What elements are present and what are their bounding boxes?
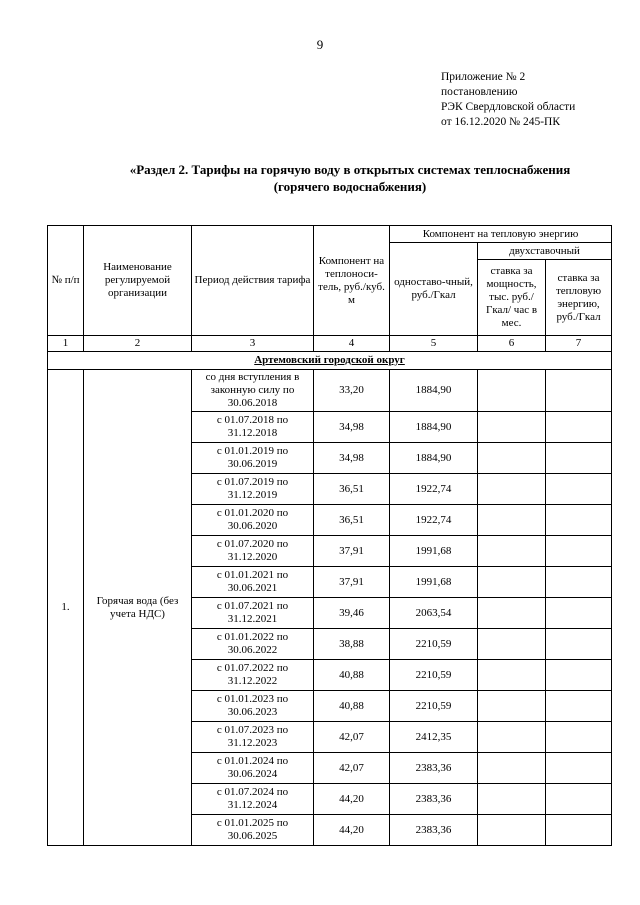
single-rate-value: 1991,68: [390, 536, 478, 567]
column-number: 3: [192, 336, 314, 352]
period-line: с 01.01.2025 по: [216, 817, 289, 829]
single-rate-value: 2383,36: [390, 815, 478, 846]
energy-rate-cell: [546, 412, 612, 443]
energy-rate-cell: [546, 598, 612, 629]
capacity-rate-cell: [478, 753, 546, 784]
capacity-rate-cell: [478, 691, 546, 722]
header-energy: Компонент на тепловую энергию: [390, 226, 612, 243]
single-rate-value: 2063,54: [390, 598, 478, 629]
period-cell: [192, 691, 314, 722]
header-carrier: Компонент на теплоноси-тель, руб./куб. м: [314, 226, 390, 336]
period-line: со дня вступления в: [205, 371, 300, 383]
carrier-value: 34,98: [314, 443, 390, 474]
header-energy-rate: ставка за тепловую энергию, руб./Гкал: [546, 260, 612, 336]
carrier-value: 40,88: [314, 660, 390, 691]
energy-rate-cell: [546, 753, 612, 784]
period-cell: [192, 722, 314, 753]
tariff-table: [47, 225, 612, 846]
period-cell: [192, 567, 314, 598]
header-single: одноставо-чный, руб./Гкал: [390, 243, 478, 336]
header-num: № п/п: [48, 226, 84, 336]
period-cell: [192, 536, 314, 567]
capacity-rate-cell: [478, 629, 546, 660]
carrier-value: 34,98: [314, 412, 390, 443]
period-line: с 01.07.2023 по: [216, 724, 289, 736]
energy-rate-cell: [546, 505, 612, 536]
period-cell: [192, 660, 314, 691]
period-cell: [192, 784, 314, 815]
energy-rate-cell: [546, 629, 612, 660]
capacity-rate-cell: [478, 567, 546, 598]
energy-rate-cell: [546, 815, 612, 846]
column-number: 2: [84, 336, 192, 352]
period-line: 31.12.2019: [227, 489, 278, 501]
single-rate-value: 1884,90: [390, 412, 478, 443]
energy-rate-cell: [546, 784, 612, 815]
period-cell: [192, 443, 314, 474]
period-line: 30.06.2022: [227, 644, 278, 656]
period-line: 30.06.2025: [227, 830, 278, 842]
appendix-line: РЭК Свердловской области: [441, 101, 576, 113]
period-cell: [192, 412, 314, 443]
carrier-value: 42,07: [314, 722, 390, 753]
carrier-value: 40,88: [314, 691, 390, 722]
period-cell: [192, 753, 314, 784]
period-line: с 01.01.2024 по: [216, 755, 289, 767]
single-rate-value: 1922,74: [390, 474, 478, 505]
single-rate-value: 2210,59: [390, 691, 478, 722]
energy-rate-cell: [546, 691, 612, 722]
single-rate-value: 2383,36: [390, 784, 478, 815]
carrier-value: 37,91: [314, 567, 390, 598]
period-line: 31.12.2018: [227, 427, 278, 439]
capacity-rate-cell: [478, 660, 546, 691]
energy-rate-cell: [546, 443, 612, 474]
header-double: двухставочный: [478, 243, 612, 260]
single-rate-value: 2383,36: [390, 753, 478, 784]
period-line: 30.06.2020: [227, 520, 278, 532]
period-line: с 01.07.2024 по: [216, 786, 289, 798]
table-row: [48, 370, 612, 412]
carrier-value: 37,91: [314, 536, 390, 567]
period-line: 30.06.2019: [227, 458, 278, 470]
period-line: с 01.07.2019 по: [216, 476, 289, 488]
carrier-value: 38,88: [314, 629, 390, 660]
header-period: Период действия тарифа: [192, 226, 314, 336]
carrier-value: 44,20: [314, 815, 390, 846]
period-line: с 01.01.2023 по: [216, 693, 289, 705]
energy-rate-cell: [546, 474, 612, 505]
period-line: с 01.01.2019 по: [216, 445, 289, 457]
carrier-value: 33,20: [314, 370, 390, 412]
column-number: 6: [478, 336, 546, 352]
single-rate-value: 2210,59: [390, 629, 478, 660]
column-number: 4: [314, 336, 390, 352]
capacity-rate-cell: [478, 815, 546, 846]
item-number: 1.: [48, 370, 84, 846]
period-line: с 01.07.2018 по: [216, 414, 289, 426]
capacity-rate-cell: [478, 505, 546, 536]
single-rate-value: 1884,90: [390, 370, 478, 412]
single-rate-value: 1991,68: [390, 567, 478, 598]
group-name: Артемовский городской округ: [48, 352, 612, 370]
capacity-rate-cell: [478, 443, 546, 474]
capacity-rate-cell: [478, 474, 546, 505]
period-line: с 01.01.2022 по: [216, 631, 289, 643]
column-number: 5: [390, 336, 478, 352]
column-number: 7: [546, 336, 612, 352]
single-rate-value: 1884,90: [390, 443, 478, 474]
single-rate-value: 2412,35: [390, 722, 478, 753]
capacity-rate-cell: [478, 412, 546, 443]
column-number: 1: [48, 336, 84, 352]
column-numbers-row: [48, 336, 612, 352]
group-row: [48, 352, 612, 370]
appendix-line: Приложение № 2: [441, 71, 526, 83]
period-line: 31.12.2024: [227, 799, 278, 811]
header-capacity: ставка за мощность, тыс. руб./Гкал/ час в мес.: [478, 260, 546, 336]
capacity-rate-cell: [478, 370, 546, 412]
energy-rate-cell: [546, 722, 612, 753]
period-line: 31.12.2022: [227, 675, 278, 687]
capacity-rate-cell: [478, 784, 546, 815]
appendix-note: [441, 70, 575, 130]
period-line: с 01.07.2022 по: [216, 662, 289, 674]
period-cell: [192, 598, 314, 629]
page-number: 9: [316, 37, 324, 52]
period-line: 31.12.2020: [227, 551, 278, 563]
section-title-line: «Раздел 2. Тарифы на горячую воду в открытых системах теплоснабжения: [129, 162, 571, 177]
period-line: 31.12.2023: [227, 737, 278, 749]
energy-rate-cell: [546, 660, 612, 691]
section-title: [60, 161, 640, 195]
capacity-rate-cell: [478, 536, 546, 567]
period-line: законную силу по: [210, 384, 295, 396]
carrier-value: 36,51: [314, 505, 390, 536]
period-cell: [192, 815, 314, 846]
header-row: [48, 226, 612, 243]
capacity-rate-cell: [478, 722, 546, 753]
energy-rate-cell: [546, 536, 612, 567]
period-cell: [192, 370, 314, 412]
item-name: Горячая вода (без учета НДС): [84, 370, 192, 846]
period-line: 30.06.2018: [227, 397, 278, 409]
single-rate-value: 2210,59: [390, 660, 478, 691]
carrier-value: 42,07: [314, 753, 390, 784]
period-line: с 01.07.2021 по: [216, 600, 289, 612]
carrier-value: 36,51: [314, 474, 390, 505]
energy-rate-cell: [546, 567, 612, 598]
period-line: с 01.01.2020 по: [216, 507, 289, 519]
section-title-line: (горячего водоснабжения): [273, 179, 427, 194]
header-org: Наименование регулируемой организации: [84, 226, 192, 336]
capacity-rate-cell: [478, 598, 546, 629]
period-line: 31.12.2021: [227, 613, 278, 625]
single-rate-value: 1922,74: [390, 505, 478, 536]
appendix-line: от 16.12.2020 № 245-ПК: [441, 116, 561, 128]
carrier-value: 39,46: [314, 598, 390, 629]
period-cell: [192, 505, 314, 536]
period-line: 30.06.2023: [227, 706, 278, 718]
period-cell: [192, 474, 314, 505]
appendix-line: постановлению: [441, 86, 518, 98]
period-line: 30.06.2024: [227, 768, 278, 780]
period-line: 30.06.2021: [227, 582, 278, 594]
carrier-value: 44,20: [314, 784, 390, 815]
energy-rate-cell: [546, 370, 612, 412]
period-cell: [192, 629, 314, 660]
period-line: с 01.07.2020 по: [216, 538, 289, 550]
period-line: с 01.01.2021 по: [216, 569, 289, 581]
